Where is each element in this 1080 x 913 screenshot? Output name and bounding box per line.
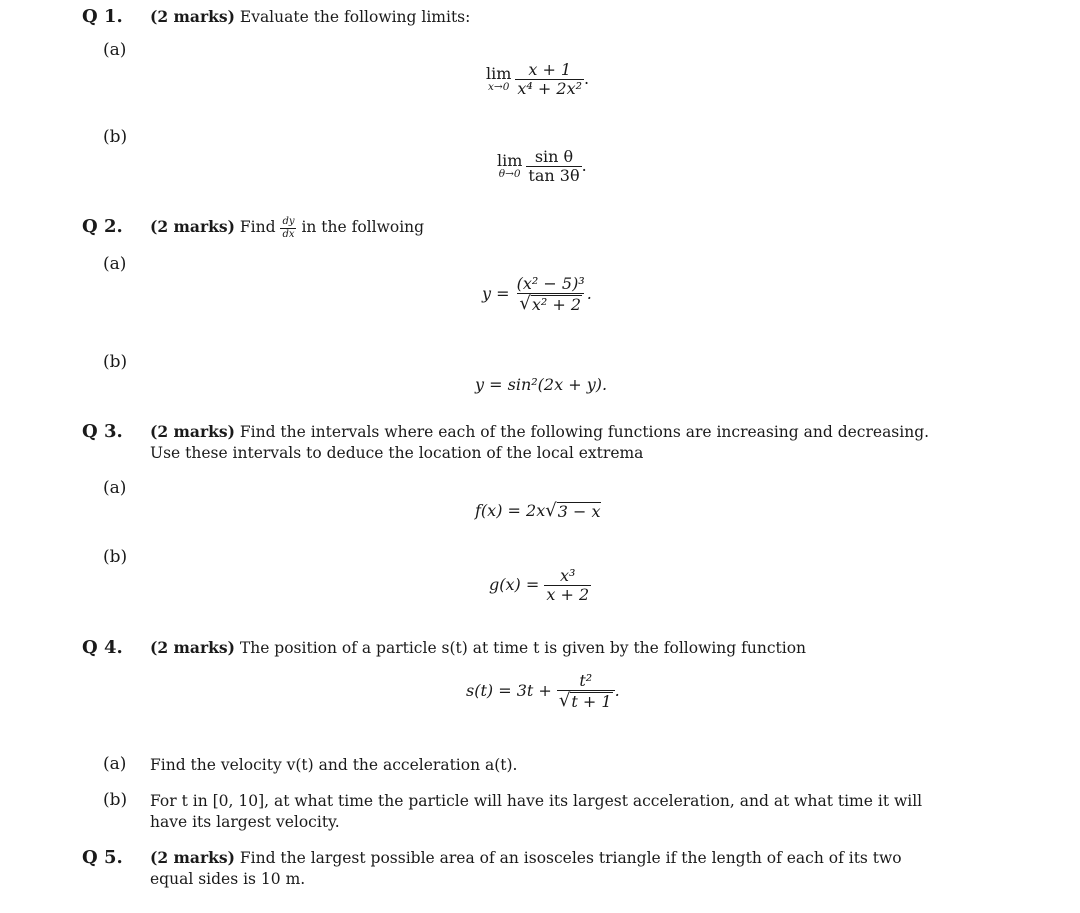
- denominator: tan 3θ: [528, 166, 580, 185]
- numerator: t²: [579, 671, 593, 690]
- formula: y = sin²(2x + y).: [475, 375, 608, 394]
- numerator: sin θ: [534, 147, 574, 166]
- question-number: Q 4.: [82, 637, 123, 658]
- question-body-end: in the follwoing: [301, 218, 425, 236]
- marks: (2 marks): [150, 217, 235, 236]
- question-number: Q 1.: [82, 6, 123, 27]
- limit-expression: lim θ→0 $\frac{\text{sin θ}}{\tan 3\theta}$ .: [497, 147, 587, 185]
- question-number: Q 2.: [82, 216, 123, 237]
- formula: [489, 568, 591, 603]
- question-number: Q 5.: [82, 847, 123, 868]
- marks: (2 marks): [150, 848, 235, 867]
- numerator: x + 1: [528, 60, 572, 79]
- radicand: t + 1: [571, 692, 612, 711]
- derivative-numerator: dy: [282, 215, 295, 227]
- part-label: (a): [103, 40, 127, 60]
- question-body: Evaluate the following limits:: [239, 8, 471, 26]
- part-label: (b): [103, 127, 128, 147]
- limit-variable: θ→0: [498, 168, 521, 180]
- part-label: (a): [103, 254, 127, 274]
- numerator: x³: [560, 566, 576, 585]
- formula: y = (x² − 5)³ √ x² + 2 .: [482, 274, 592, 314]
- part-label: (b): [103, 352, 128, 372]
- question-text: [150, 847, 930, 890]
- limit-variable: x→0: [488, 81, 510, 93]
- formula-lhs: s(t) = 3t +: [466, 681, 552, 700]
- question-body: Find the intervals where each of the following functions are increasing and decreasing. Use these intervals to deduce the location of the local extrema: [150, 423, 930, 462]
- part-label: (a): [103, 754, 127, 774]
- derivative-denominator: dx: [282, 228, 295, 240]
- part-text: Find the velocity v(t) and the acceleration a(t).: [150, 756, 518, 774]
- question-number: Q 3.: [82, 421, 123, 442]
- denominator: x⁴ + 2x²: [517, 79, 583, 98]
- marks: (2 marks): [150, 638, 235, 657]
- question-body: Find: [239, 218, 276, 236]
- marks: (2 marks): [150, 7, 235, 26]
- question-body: The position of a particle s(t) at time t is given by the following function: [239, 639, 807, 657]
- formula: f(x) = 2x √ 3 − x: [475, 500, 601, 521]
- question-text: [150, 6, 470, 28]
- numerator: (x² − 5)³: [516, 274, 585, 293]
- question-text: [150, 637, 806, 659]
- formula-lhs: g(x) =: [489, 575, 540, 594]
- part-text: For t in [0, 10], at what time the particle will have its largest acceleration, and at what time it will have its largest velocity.: [150, 792, 923, 831]
- part-label: (b): [103, 790, 128, 810]
- limit-expression: lim x→0 $\frac{x + 1}{\text{x⁴ + 2x²}}$ .: [486, 60, 590, 98]
- radicand: 3 − x: [557, 502, 601, 521]
- part-label: (a): [103, 478, 127, 498]
- formula-lhs: y =: [482, 284, 510, 303]
- formula-lhs: f(x) = 2x: [475, 501, 546, 520]
- marks: (2 marks): [150, 422, 235, 441]
- part-label: (b): [103, 547, 128, 567]
- question-text: [150, 421, 930, 464]
- question-body: Find the largest possible area of an isosceles triangle if the length of each of its two equal sides is 10 m.: [150, 849, 902, 888]
- radicand: x² + 2: [531, 295, 582, 314]
- question-text: [150, 216, 424, 240]
- formula: s(t) = 3t + t² √ t + 1 .: [466, 671, 620, 711]
- denominator: x + 2: [546, 585, 590, 604]
